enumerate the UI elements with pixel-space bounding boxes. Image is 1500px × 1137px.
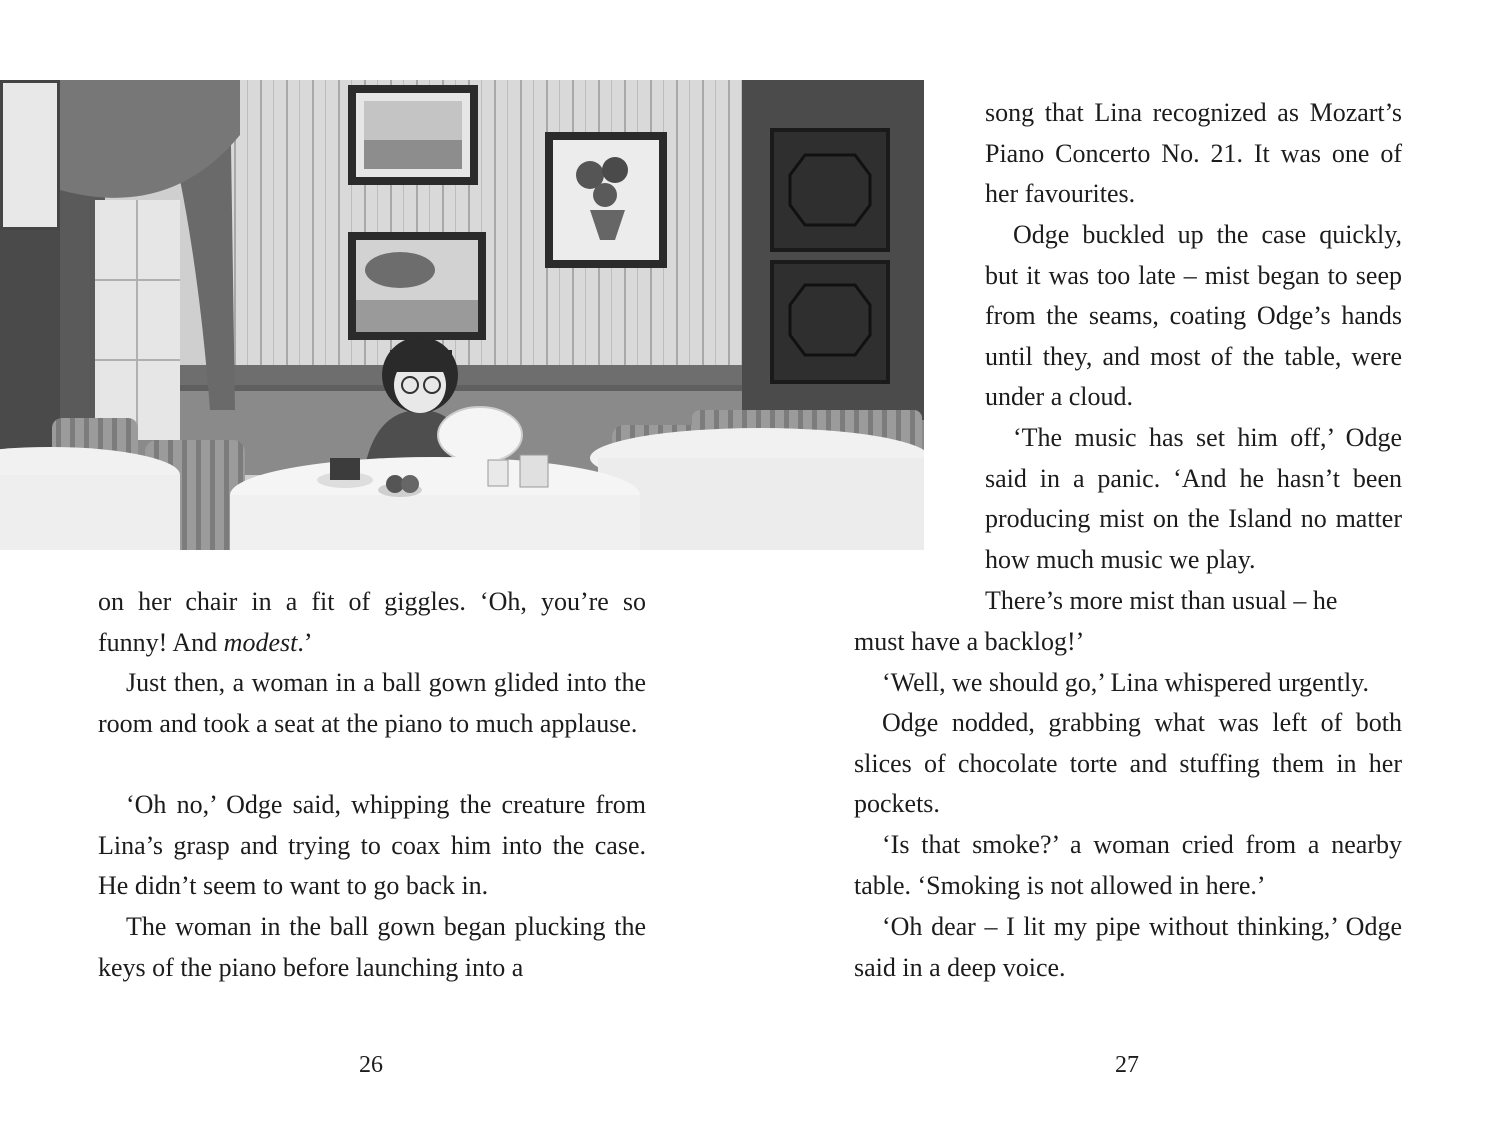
right-narrow-paragraph-3: ‘The music has set him off,’ Odge said in a panic. ‘And he hasn’t been producing mist on the Island no matter how much music we play. bbox=[985, 423, 1402, 574]
right-narrow-paragraph-1: song that Lina recognized as Mozart’s Piano Concerto No. 21. It was one of her favourites. bbox=[985, 98, 1402, 208]
right-paragraph-2: Odge nodded, grabbing what was left of both slices of chocolate torte and stuffing them in her pockets. bbox=[854, 708, 1402, 818]
page-number-right: 27 bbox=[1115, 1052, 1139, 1078]
right-narrow-line: There’s more mist than usual – he bbox=[985, 586, 1338, 615]
right-paragraph-1: ‘Well, we should go,’ Lina whispered urgently. bbox=[882, 668, 1369, 697]
left-paragraph-2: Just then, a woman in a ball gown glided into the room and took a seat at the piano to much applause. bbox=[98, 668, 646, 738]
right-paragraph-4: ‘Oh dear – I lit my pipe without thinking,’ Odge said in a deep voice. bbox=[854, 912, 1402, 982]
right-narrow-paragraph-2: Odge buckled up the case quickly, but it was too late – mist began to seep from the seams, coating Odge’s hands until they, and most of the table, were under a cloud. bbox=[985, 220, 1402, 411]
left-paragraph-4: The woman in the ball gown began plucking the keys of the piano before launching into a bbox=[98, 912, 646, 982]
right-paragraph-3: ‘Is that smoke?’ a woman cried from a nearby table. ‘Smoking is not allowed in here.’ bbox=[854, 830, 1402, 900]
page-number-left: 26 bbox=[359, 1052, 383, 1078]
left-paragraph-3: ‘Oh no,’ Odge said, whipping the creature from Lina’s grasp and trying to coax him into the case. He didn’t seem to want to go back in. bbox=[98, 790, 646, 900]
left-paragraph-1: on her chair in a fit of giggles. ‘Oh, you’re so funny! And modest.’ bbox=[98, 587, 646, 657]
restaurant-illustration bbox=[0, 80, 924, 550]
right-wide-line: must have a backlog!’ bbox=[854, 627, 1085, 656]
